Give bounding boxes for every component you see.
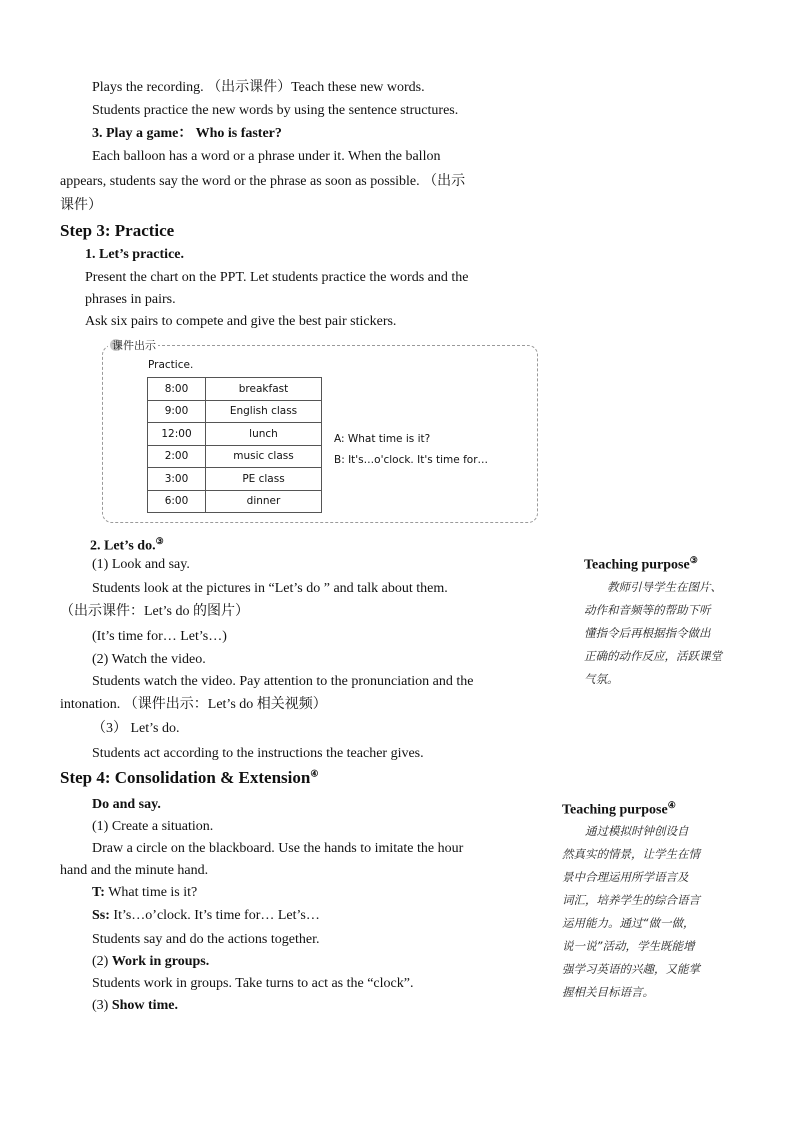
table-row <box>148 490 322 513</box>
activity-cell: English class <box>206 400 322 423</box>
game-text-line-1: Each balloon has a word or a phrase under it. When the ballon <box>92 149 441 164</box>
time-cell: 2:00 <box>148 445 206 468</box>
table-row <box>148 378 322 401</box>
lets-do-line-9: Students act according to the instructions the teacher gives. <box>92 746 424 761</box>
teaching-purpose-4-title: Teaching purpose④ <box>562 800 676 818</box>
practice-words-line: Students practice the new words by using the sentence structures. <box>92 103 459 118</box>
lets-do-line-7: intonation. （课件出示：Let’s do 相关视频） <box>60 697 327 712</box>
activity-cell: lunch <box>206 423 322 446</box>
students-line: Ss: It’s…o’clock. It’s time for… Let’s… <box>92 908 320 923</box>
table-row <box>148 400 322 423</box>
time-cell: 8:00 <box>148 378 206 401</box>
recording-line: Plays the recording. （出示课件）Teach these new words. <box>92 80 425 95</box>
lets-do-heading: 2. Let’s do.③ <box>90 536 164 554</box>
step4-line-8: Students work in groups. Take turns to act as the “clock”. <box>92 976 414 991</box>
slide-answer: B: It's…o'clock. It's time for… <box>334 454 489 466</box>
table-row <box>148 445 322 468</box>
table-row <box>148 468 322 491</box>
activity-cell: PE class <box>206 468 322 491</box>
teaching-purpose-3-body: 教师引导学生在图片、 动作和音频等的帮助下听 懂指令后再根据指令做出 正确的动作反应，活跃课堂 气氛。 <box>584 580 722 686</box>
practice-line-2: phrases in pairs. <box>85 292 176 307</box>
step3-title: Step 3: Practice <box>60 221 175 240</box>
step4-line-3: hand and the minute hand. <box>60 863 209 878</box>
do-and-say-heading: Do and say. <box>92 797 161 812</box>
slide-question: A: What time is it? <box>334 433 431 445</box>
step4-line-2: Draw a circle on the blackboard. Use the hands to imitate the hour <box>92 841 464 856</box>
activity-cell: dinner <box>206 490 322 513</box>
lets-do-line-1: (1) Look and say. <box>92 557 190 572</box>
slide-tag: 课件出示 <box>108 337 158 353</box>
time-cell: 6:00 <box>148 490 206 513</box>
game-text-line-2: appears, students say the word or the phrase as soon as possible. （出示 <box>60 174 466 189</box>
lets-practice-heading: 1. Let’s practice. <box>85 247 184 262</box>
lets-do-line-3: （出示课件：Let’s do 的图片） <box>60 604 249 619</box>
lets-do-line-2: Students look at the pictures in “Let’s do ” and talk about them. <box>92 581 448 596</box>
show-time-line: (3) Show time. <box>92 998 178 1013</box>
game-heading: 3. Play a game： Who is faster? <box>92 126 282 141</box>
time-cell: 3:00 <box>148 468 206 491</box>
teaching-purpose-4-body: 通过模拟时钟创设自 然真实的情景，让学生在情 景中合理运用所学语言及 词汇，培养学生的综合语言 运用能力。通过“做一做， 说一说”活动，学生既能增 强学习英语的兴趣，又能掌 握相关目标语言。 <box>562 824 700 999</box>
teacher-line: T: What time is it? <box>92 885 198 900</box>
practice-line-1: Present the chart on the PPT. Let students practice the words and the <box>85 270 469 285</box>
step4-title: Step 4: Consolidation & Extension④ <box>60 768 319 787</box>
game-text-line-3: 课件） <box>60 198 102 213</box>
lets-do-line-6: Students watch the video. Pay attention to the pronunciation and the <box>92 674 474 689</box>
activity-cell: breakfast <box>206 378 322 401</box>
teaching-purpose-3-title: Teaching purpose③ <box>584 555 698 573</box>
lets-do-line-8: （3） Let’s do. <box>92 721 180 736</box>
slide-label: Practice. <box>148 359 194 371</box>
time-cell: 9:00 <box>148 400 206 423</box>
table-row <box>148 423 322 446</box>
lets-do-line-5: (2) Watch the video. <box>92 652 206 667</box>
work-in-groups-line: (2) Work in groups. <box>92 954 210 969</box>
time-cell: 12:00 <box>148 423 206 446</box>
step4-line-6: Students say and do the actions together. <box>92 932 320 947</box>
schedule-table <box>147 377 322 513</box>
step4-line-1: (1) Create a situation. <box>92 819 214 834</box>
activity-cell: music class <box>206 445 322 468</box>
practice-line-3: Ask six pairs to compete and give the best pair stickers. <box>85 314 397 329</box>
lets-do-line-4: (It’s time for… Let’s…) <box>92 629 227 644</box>
